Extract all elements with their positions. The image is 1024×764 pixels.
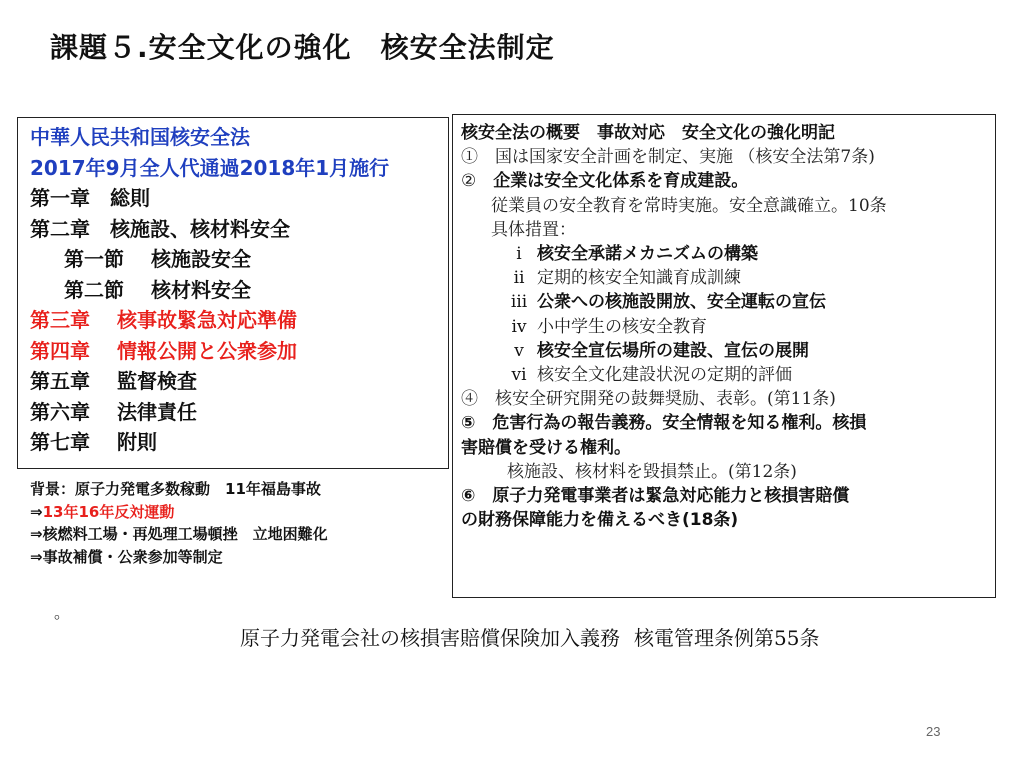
measure-v-text: 核安全宣伝場所の建設、宣伝の展開 — [537, 340, 809, 361]
measure-iv-number: ⅳ — [511, 316, 527, 337]
overview-item-5-line-3: 核施設、核材料を毀損禁止。(第12条) — [507, 461, 797, 482]
chapter-3: 第三章 核事故緊急対応準備 — [30, 308, 297, 332]
slide-title: 課題５.安全文化の強化 核安全法制定 — [50, 31, 555, 64]
opposition-movement-text: 13年16年反対運動 — [42, 502, 175, 521]
measure-vi-number: ⅵ — [511, 365, 527, 386]
law-chapters-box — [17, 117, 449, 469]
measure-iv-text: 小中学生の核安全教育 — [537, 316, 707, 337]
background-line-1: 背景：原子力発電多数稼動 11年福島事故 — [30, 480, 321, 498]
background-line-3: ⇒核燃料工場・再処理工場頓挫 立地困難化 — [30, 525, 328, 543]
page-number: 23 — [926, 724, 941, 739]
measure-iv — [461, 315, 995, 339]
measure-i-text: 核安全承諾メカニズムの構築 — [537, 244, 758, 265]
chapter-4: 第四章 情報公開と公衆参加 — [30, 338, 297, 363]
measure-v — [461, 339, 995, 363]
measure-vi — [461, 363, 995, 387]
overview-item-4: ④ 核安全研究開発の鼓舞奨励、表彰。(第11条) — [461, 389, 836, 410]
measure-ii — [461, 266, 995, 290]
measure-iii-number: ⅲ — [510, 292, 528, 313]
footer-statement — [240, 622, 819, 651]
item-2-number: ② — [461, 171, 477, 192]
chapter-2-section-1: 第一節 核施設安全 — [64, 247, 251, 271]
background-notes — [30, 478, 328, 568]
measure-ii-text: 定期的核安全知識育成訓練 — [537, 268, 741, 289]
measure-vi-text: 核安全文化建設状況の定期的評価 — [537, 365, 792, 386]
measure-i — [461, 242, 995, 266]
measure-v-number: ⅴ — [514, 340, 524, 361]
regulation-reference: 核電管理条例第55条 — [634, 626, 820, 650]
overview-item-6-line-1: ⑥ 原子力発電事業者は緊急対応能力と核損害賠償 — [461, 486, 850, 507]
item-2-text: 企業は安全文化体系を育成建設。 — [493, 171, 749, 192]
chapter-5: 第五章 監督検査 — [30, 369, 197, 393]
overview-item-5-line-2: 害賠償を受ける権利。 — [461, 437, 631, 458]
overview-item-5-line-1: ⑤ 危害行為の報告義務。安全情報を知る権利。核損 — [461, 413, 867, 434]
chapter-6: 第六章 法律責任 — [30, 399, 197, 424]
law-overview-box — [452, 114, 996, 598]
chapter-1: 第一章 総則 — [30, 186, 150, 210]
arrow-icon: ⇒ — [30, 502, 43, 521]
item-2-detail: 従業員の安全教育を常時実施。安全意識確立。10条 — [491, 195, 887, 216]
law-name: 中華人民共和国核安全法 — [30, 125, 250, 149]
overview-item-1: ① 国は国家安全計画を制定、実施 （核安全法第7条) — [461, 147, 875, 168]
overview-heading: 核安全法の概要 事故対応 安全文化の強化明記 — [461, 123, 835, 143]
background-line-4: ⇒事故補償・公衆参加等制定 — [30, 547, 223, 566]
measure-i-number: ⅰ — [516, 244, 522, 265]
law-enactment-date: 2017年9月全人代通過2018年1月施行 — [30, 155, 390, 180]
bullet-mark: 。 — [54, 603, 71, 622]
background-line-2 — [30, 501, 328, 524]
measure-iii — [461, 290, 995, 314]
overview-item-6-line-2: の財務保障能力を備えるべき(18条) — [461, 510, 739, 531]
measure-ii-number: ⅱ — [513, 268, 525, 289]
measure-iii-text: 公衆への核施設開放、安全運転の宣伝 — [537, 292, 826, 313]
chapter-2: 第二章 核施設、核材料安全 — [30, 216, 290, 241]
chapter-7: 第七章 附則 — [30, 430, 157, 454]
chapter-2-section-2: 第二節 核材料安全 — [64, 277, 251, 302]
overview-item-2 — [461, 169, 995, 193]
item-2-measures-label: 具体措置： — [491, 219, 576, 240]
insurance-obligation: 原子力発電会社の核損害賠償保険加入義務 — [240, 626, 620, 650]
